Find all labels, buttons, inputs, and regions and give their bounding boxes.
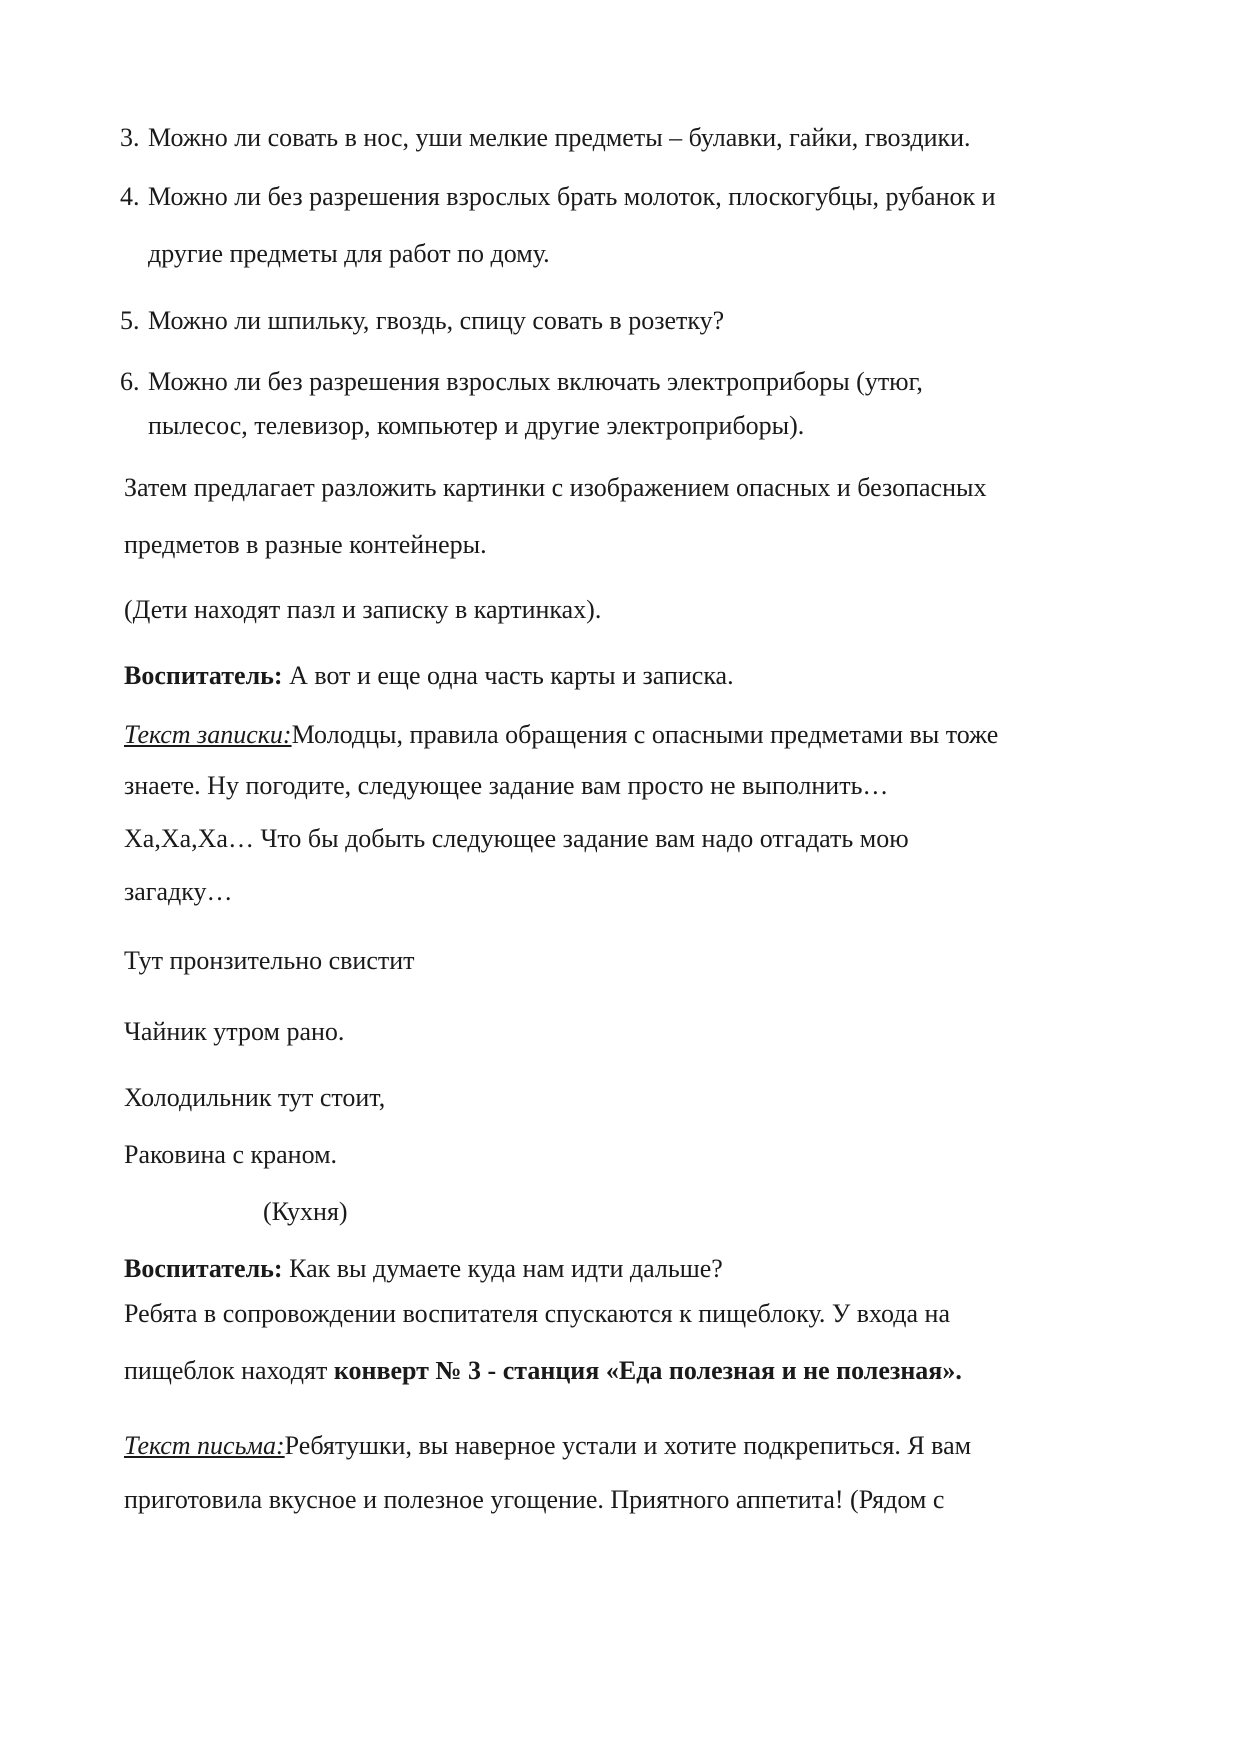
envelope-title: конверт № 3 - станция «Еда полезная и не полезная». (333, 1356, 962, 1385)
list-item-text: Можно ли шпильку, гвоздь, спицу совать в розетку? (148, 306, 725, 335)
list-item (120, 366, 923, 398)
list-item-text: Можно ли совать в нос, уши мелкие предметы – булавки, гайки, гвоздики. (148, 123, 971, 152)
note-line (124, 719, 998, 751)
teacher-line (124, 1253, 723, 1285)
instruction-line: Затем предлагает разложить картинки с изображением опасных и безопасных (124, 473, 987, 502)
teacher-text: А вот и еще одна часть карты и записка. (282, 661, 734, 690)
riddle-line: Холодильник тут стоит, (124, 1083, 386, 1112)
riddle-line: Раковина с краном. (124, 1140, 338, 1169)
list-number: 3. (120, 123, 140, 152)
paragraph-line (124, 1355, 962, 1387)
letter-line: приготовила вкусное и полезное угощение. Приятного аппетита! (Рядом с (124, 1485, 945, 1514)
instruction-line: предметов в разные контейнеры. (124, 530, 487, 559)
list-number: 5. (120, 306, 140, 335)
letter-text: Ребятушки, вы наверное устали и хотите подкрепиться. Я вам (284, 1431, 972, 1460)
list-item (120, 305, 724, 337)
children-action: (Дети находят пазл и записку в картинках). (124, 595, 602, 624)
riddle-line: Чайник утром рано. (124, 1017, 345, 1046)
paragraph-line: Ребята в сопровождении воспитателя спускаются к пищеблоку. У входа на (124, 1299, 951, 1328)
list-item (120, 181, 996, 213)
note-label: Текст записки: (124, 720, 292, 749)
list-number: 6. (120, 367, 140, 396)
list-item (120, 122, 971, 154)
teacher-line (124, 660, 734, 692)
riddle-answer: (Кухня) (263, 1197, 348, 1226)
note-line: знаете. Ну погодите, следующее задание вам просто не выполнить… (124, 771, 889, 800)
list-item-text: Можно ли без разрешения взрослых брать молоток, плоскогубцы, рубанок и (148, 182, 996, 211)
riddle-line: Тут пронзительно свистит (124, 946, 415, 975)
list-item-continuation: другие предметы для работ по дому. (148, 239, 550, 268)
teacher-text: Как вы думаете куда нам идти дальше? (282, 1254, 723, 1283)
list-item-text: Можно ли без разрешения взрослых включать электроприборы (утюг, (148, 367, 923, 396)
note-text: Молодцы, правила обращения с опасными предметами вы тоже (291, 720, 999, 749)
letter-line (124, 1430, 971, 1462)
speaker-label: Воспитатель: (124, 661, 283, 690)
speaker-label: Воспитатель: (124, 1254, 283, 1283)
note-line: загадку… (124, 877, 233, 906)
letter-label: Текст письма: (124, 1431, 285, 1460)
list-item-continuation: пылесос, телевизор, компьютер и другие электроприборы). (148, 411, 805, 440)
list-number: 4. (120, 182, 140, 211)
note-line: Ха,Ха,Ха… Что бы добыть следующее задание вам надо отгадать мою (124, 824, 909, 853)
paragraph-text: пищеблок находят (124, 1356, 334, 1385)
